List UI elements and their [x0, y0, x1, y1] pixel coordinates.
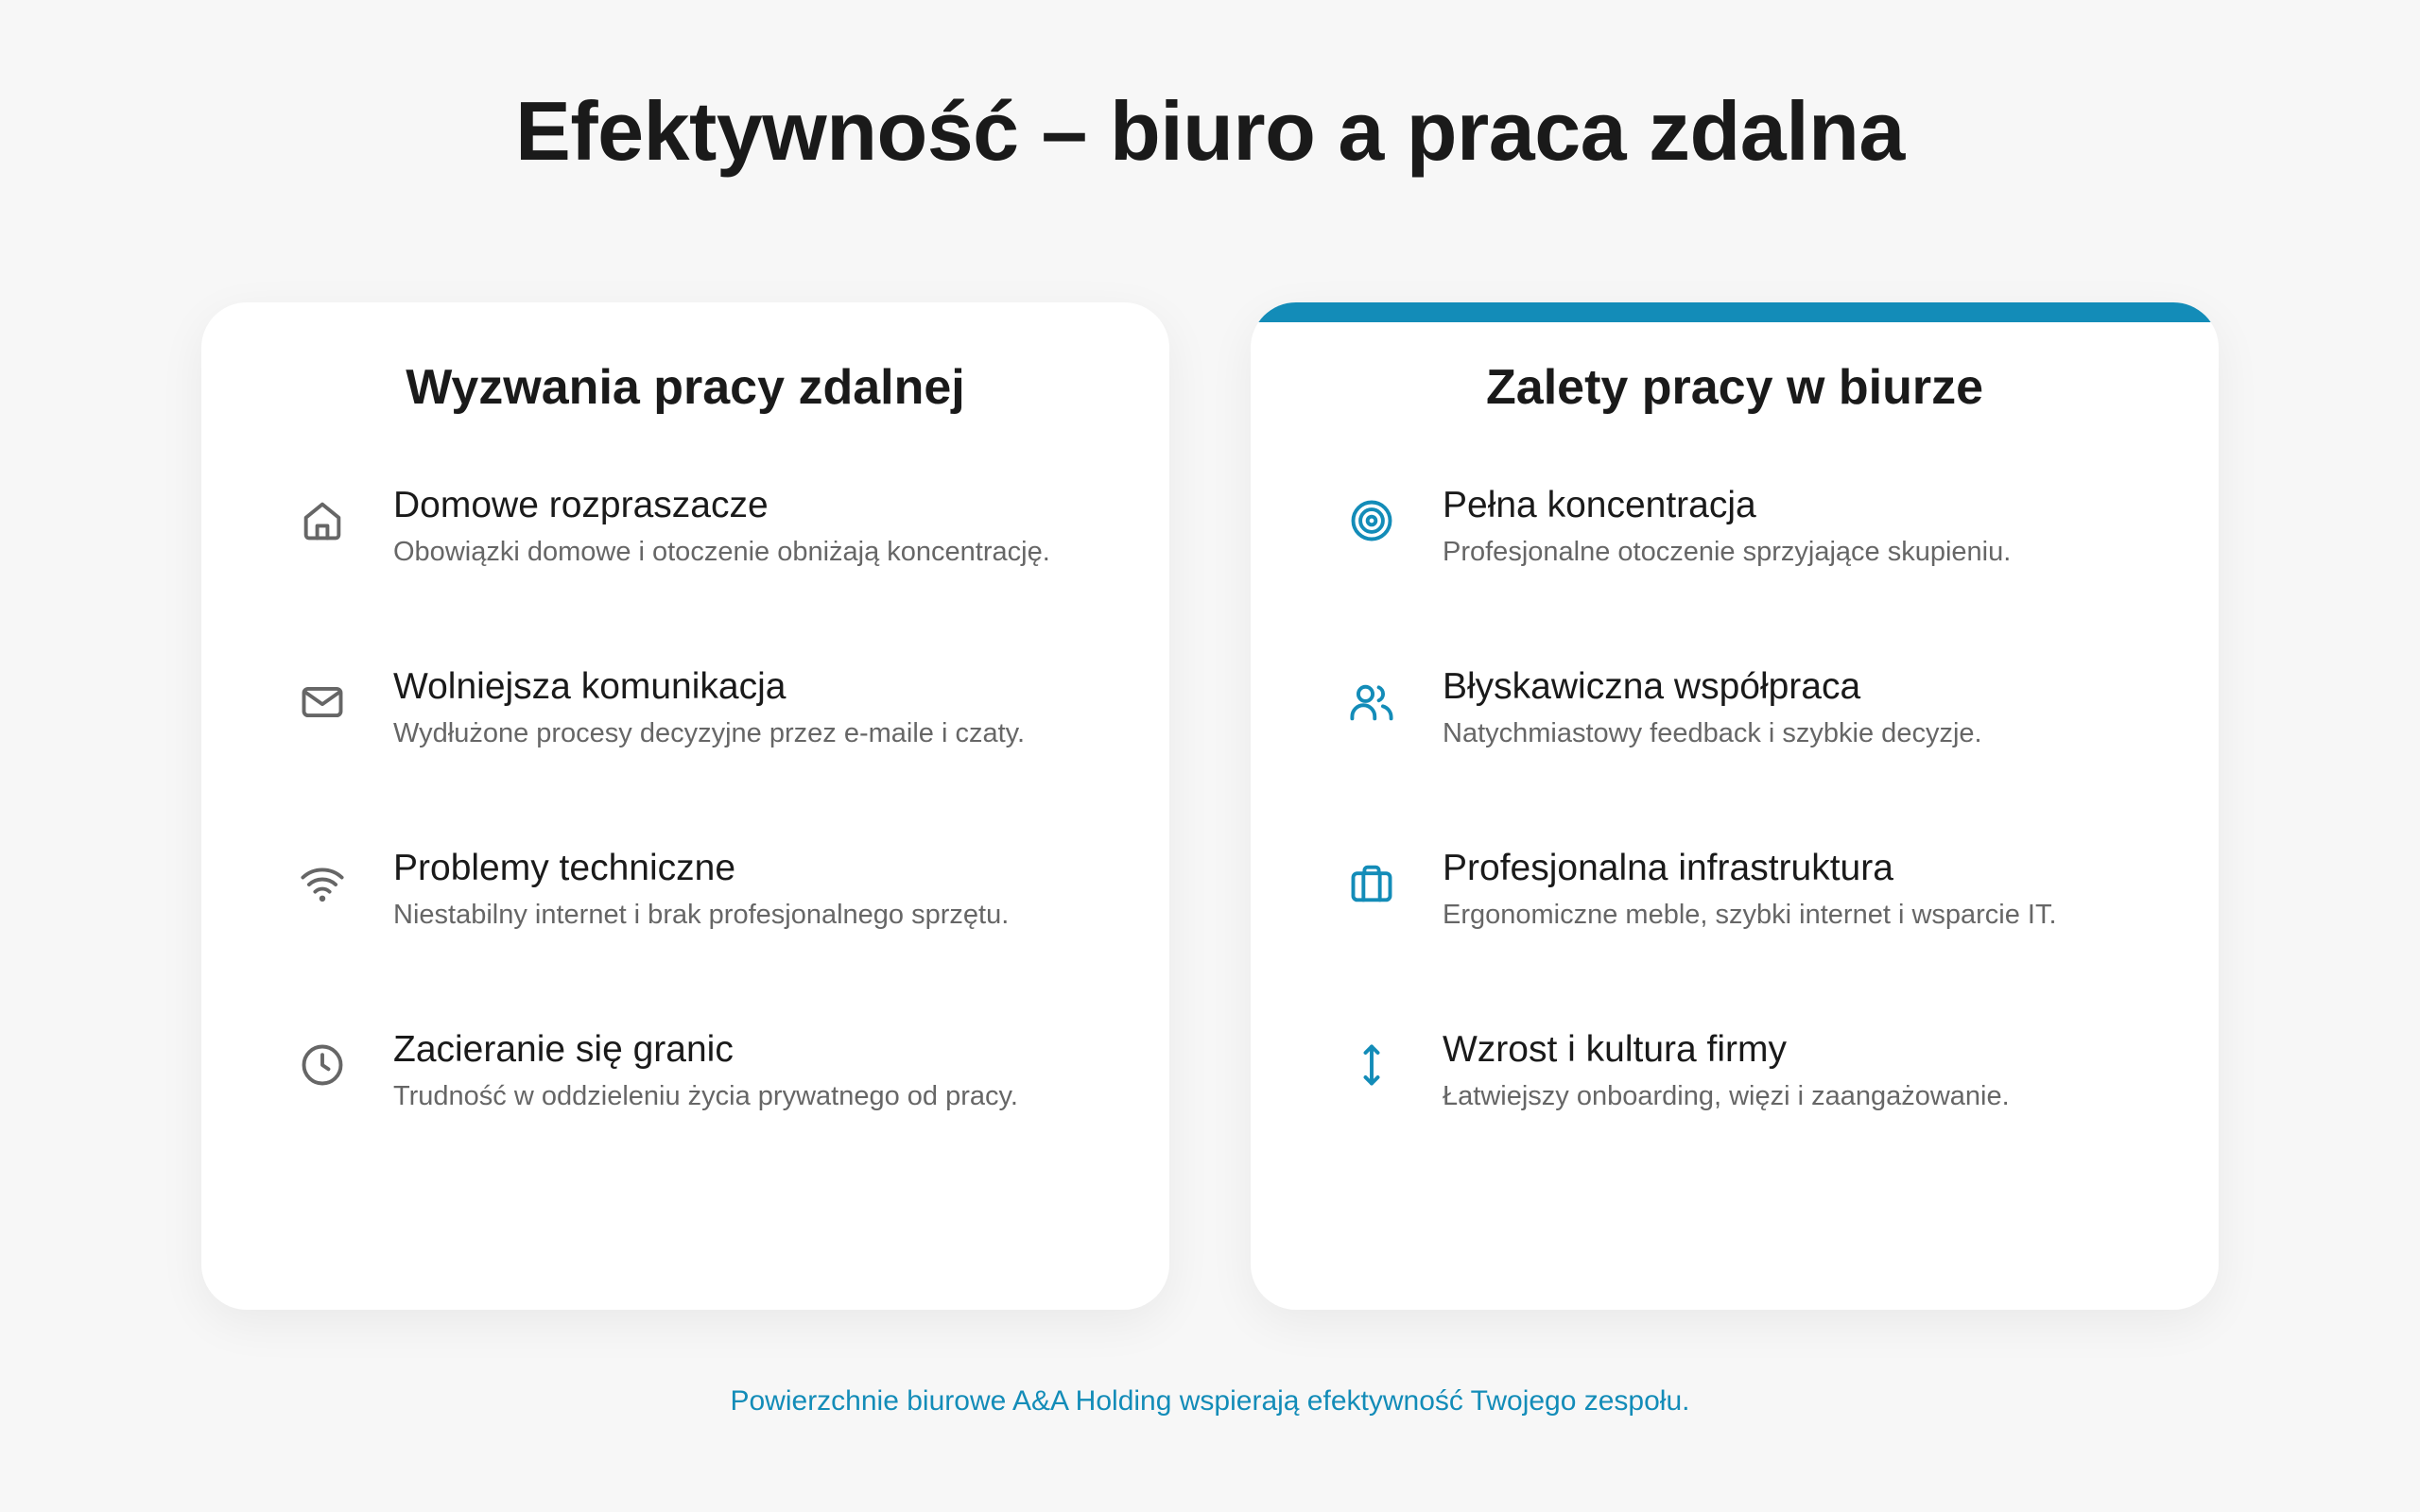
list-item	[1347, 1029, 2198, 1143]
card-accent-bar	[1251, 302, 2219, 322]
item-description: Ergonomiczne meble, szybki internet i wsparcie IT.	[1443, 900, 2057, 930]
list-item	[298, 848, 1149, 961]
item-title: Pełna koncentracja	[1443, 485, 1756, 525]
remote-challenges-card	[201, 302, 1169, 1310]
item-description: Trudność w oddzieleniu życia prywatnego od pracy.	[393, 1081, 1018, 1111]
growth-arrow-icon	[1347, 1040, 1396, 1090]
item-title: Domowe rozpraszacze	[393, 485, 769, 525]
office-benefits-card	[1251, 302, 2219, 1310]
list-item	[1347, 666, 2198, 780]
item-description: Profesjonalne otoczenie sprzyjające skupieniu.	[1443, 537, 2012, 567]
list-item	[298, 485, 1149, 598]
home-icon	[298, 496, 347, 545]
target-icon	[1347, 496, 1396, 545]
wifi-icon	[298, 859, 347, 908]
item-description: Natychmiastowy feedback i szybkie decyzje.	[1443, 718, 1982, 748]
clock-icon	[298, 1040, 347, 1090]
item-title: Profesjonalna infrastruktura	[1443, 848, 1893, 888]
item-description: Wydłużone procesy decyzyjne przez e-maile i czaty.	[393, 718, 1026, 748]
item-description: Obowiązki domowe i otoczenie obniżają koncentrację.	[393, 537, 1050, 567]
briefcase-icon	[1347, 859, 1396, 908]
item-title: Problemy techniczne	[393, 848, 736, 888]
item-description: Niestabilny internet i brak profesjonalnego sprzętu.	[393, 900, 1010, 930]
users-icon	[1347, 678, 1396, 727]
card-title: Wyzwania pracy zdalnej	[406, 360, 965, 415]
item-title: Wolniejsza komunikacja	[393, 666, 786, 707]
item-title: Zacieranie się granic	[393, 1029, 734, 1070]
item-title: Błyskawiczna współpraca	[1443, 666, 1861, 707]
list-item	[1347, 848, 2198, 961]
list-item	[298, 666, 1149, 780]
card-title: Zalety pracy w biurze	[1486, 360, 1983, 415]
page-title: Efektywność – biuro a praca zdalna	[515, 84, 1905, 178]
list-item	[298, 1029, 1149, 1143]
footer-note: Powierzchnie biurowe A&A Holding wspierają efektywność Twojego zespołu.	[730, 1385, 1690, 1417]
mail-icon	[298, 678, 347, 727]
item-description: Łatwiejszy onboarding, więzi i zaangażowanie.	[1443, 1081, 2010, 1111]
list-item	[1347, 485, 2198, 598]
item-title: Wzrost i kultura firmy	[1443, 1029, 1788, 1070]
